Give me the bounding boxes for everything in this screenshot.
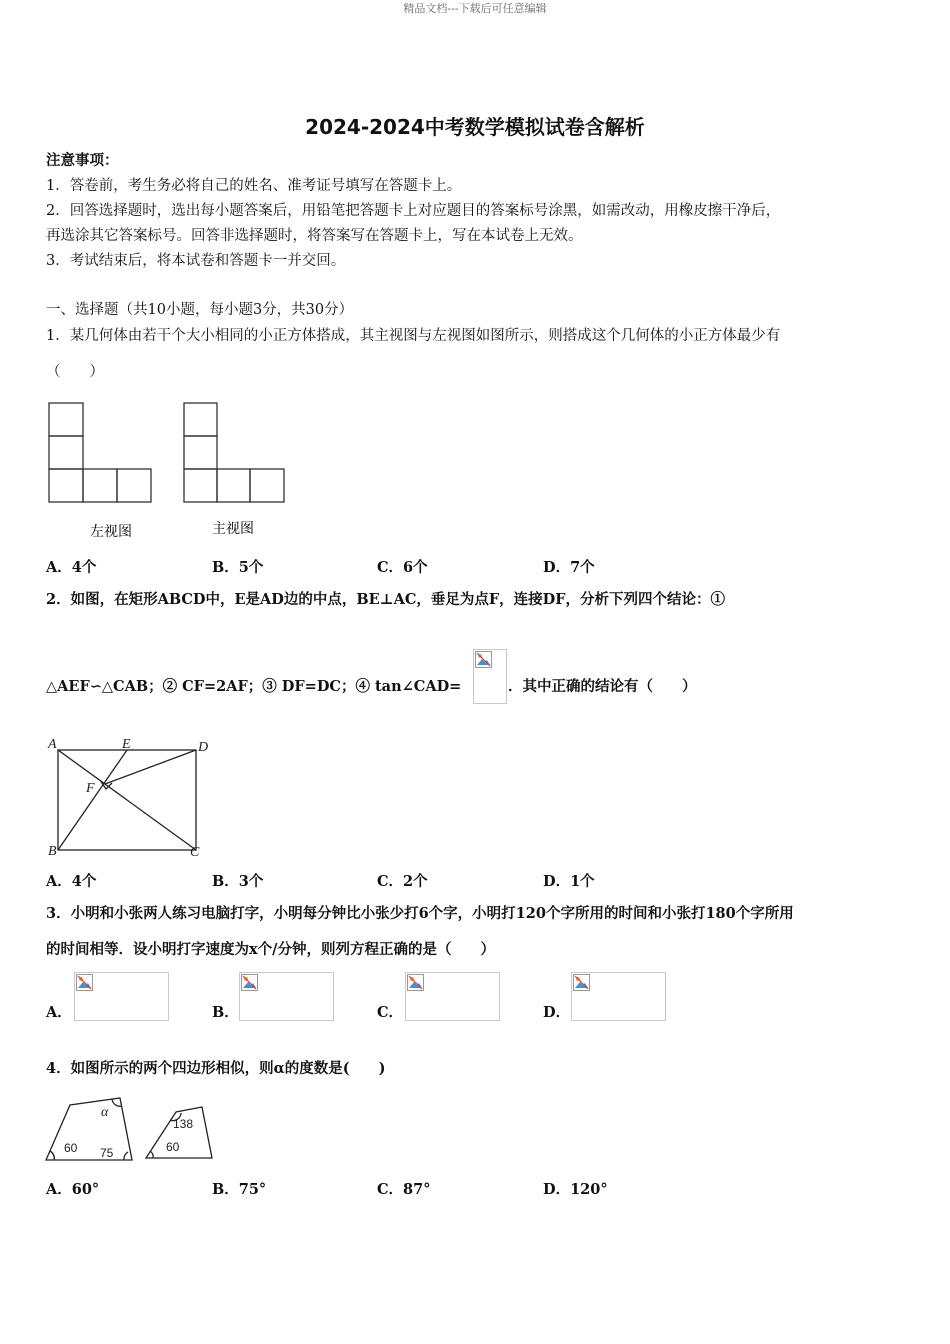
q2-rectangle-figure <box>40 732 220 862</box>
note-item-1: 1．答卷前，考生务必将自己的姓名、准考证号填写在答题卡上。 <box>46 178 462 194</box>
label-c: C <box>190 845 200 860</box>
q2-stem-line1: 2．如图，在矩形ABCD中，E是AD边的中点，BE⊥AC，垂足为点F，连接DF，分析下列四个结论：① <box>46 591 726 608</box>
q3-option-c-image <box>405 972 500 1021</box>
broken-image-icon <box>407 974 424 991</box>
q1-figure <box>40 395 300 545</box>
q3-stem-line1: 3．小明和小张两人练习电脑打字，小明每分钟比小张少打6个字，小明打120个字所用的时间和小张打180个字所用 <box>46 905 794 922</box>
broken-image-icon <box>76 974 93 991</box>
q2-formula-image <box>473 649 507 704</box>
page-title: 2024-2024中考数学模拟试卷含解析 <box>305 115 645 139</box>
q4-quadrilaterals-figure <box>40 1090 230 1170</box>
page-header: 精品文档---下载后可任意编辑 <box>403 2 547 15</box>
q2-option-a: A．4个 <box>46 873 97 890</box>
q3-option-d-image <box>571 972 666 1021</box>
q3-option-b: B． <box>212 1004 239 1021</box>
q3-option-a: A． <box>46 1004 72 1021</box>
left-view-grid <box>49 403 151 502</box>
q4-option-a: A．60° <box>46 1181 100 1198</box>
label-e: E <box>122 737 131 752</box>
q2-stem-line2b: ．其中正确的结论有（ ） <box>508 678 697 695</box>
fig1-angle-60: 60 <box>64 1141 78 1155</box>
q3-stem-line2: 的时间相等．设小明打字速度为x个/分钟，则列方程正确的是（ ） <box>46 941 495 958</box>
q2-option-c: C．2个 <box>377 873 428 890</box>
label-a: A <box>48 737 57 752</box>
fig2-angle-138: 138 <box>173 1117 194 1131</box>
broken-image-icon <box>573 974 590 991</box>
q2-option-b: B．3个 <box>212 873 264 890</box>
q2-stem-line2a: △AEF∽△CAB；② CF=2AF；③ DF=DC；④ tan∠CAD= <box>46 678 462 695</box>
q4-option-d: D．120° <box>543 1181 608 1198</box>
main-view-grid <box>184 403 284 502</box>
section-heading: 一、选择题（共10小题，每小题3分，共30分） <box>46 302 354 318</box>
alpha-label: α <box>101 1105 109 1120</box>
label-f: F <box>86 781 95 796</box>
main-view-label: 主视图 <box>212 521 254 537</box>
note-item-3: 3．考试结束后，将本试卷和答题卡一并交回。 <box>46 253 346 269</box>
q1-option-a: A．4个 <box>46 559 97 576</box>
label-d: D <box>198 740 209 755</box>
notes-heading: 注意事项： <box>46 152 119 169</box>
q3-option-c: C． <box>377 1004 404 1021</box>
q1-stem: 1．某几何体由若干个大小相同的小正方体搭成，其主视图与左视图如图所示，则搭成这个几何体的小正方体最少有 <box>46 328 781 344</box>
fig1-angle-75: 75 <box>100 1146 114 1160</box>
broken-image-icon <box>241 974 258 991</box>
q3-option-a-image <box>74 972 169 1021</box>
q1-paren: （ ） <box>46 364 104 380</box>
q4-option-c: C．87° <box>377 1181 431 1198</box>
q1-option-c: C．6个 <box>377 559 428 576</box>
q1-option-b: B．5个 <box>212 559 264 576</box>
large-quadrilateral <box>46 1098 132 1160</box>
q3-option-b-image <box>239 972 334 1021</box>
q4-option-b: B．75° <box>212 1181 267 1198</box>
note-item-2: 2．回答选择题时，选出每小题答案后，用铅笔把答题卡上对应题目的答案标号涂黑，如需改动，用橡皮擦干净后， <box>46 203 781 219</box>
q4-stem: 4．如图所示的两个四边形相似，则α的度数是( ) <box>46 1060 386 1077</box>
label-b: B <box>48 844 57 859</box>
q2-option-d: D．1个 <box>543 873 595 890</box>
q3-option-d: D． <box>543 1004 571 1021</box>
fig2-angle-60: 60 <box>166 1140 180 1154</box>
broken-image-icon <box>475 651 492 668</box>
q1-option-d: D．7个 <box>543 559 595 576</box>
left-view-label: 左视图 <box>90 524 132 540</box>
note-item-2-cont: 再选涂其它答案标号。回答非选择题时，将答案写在答题卡上，写在本试卷上无效。 <box>46 228 583 244</box>
